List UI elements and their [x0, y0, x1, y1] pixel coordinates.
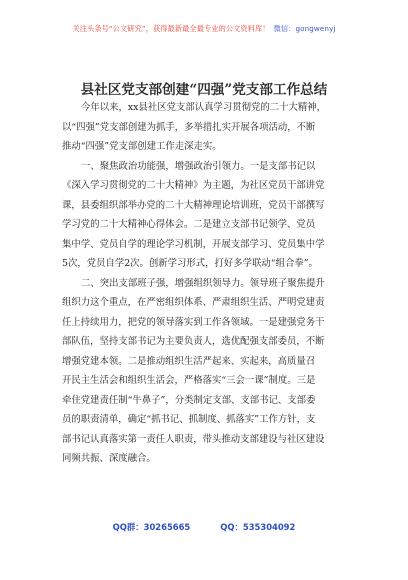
body-line: 增强党建本领。二是推动组织生活严起来、实起来，高质量召 [62, 355, 316, 367]
footer-qq-group: QQ群：30265665 [112, 522, 191, 532]
body-line: 任上持续用力，把党的领导落实到工作各领域。一是建强党务干 [62, 316, 325, 328]
body-line: 课，县委组织部举办党的二十大精神理论培训班，党员干部撰写 [62, 199, 325, 211]
header-contact-text: 微信：gongwenyj [273, 24, 336, 33]
body-line: 一、聚焦政治功能强，增强政治引领力。一是支部书记以 [81, 160, 316, 172]
body-line: 同频共振、深度融合。 [62, 453, 156, 464]
body-line: 《深入学习贯彻党的二十大精神》为主题，为社区党员干部讲党 [62, 180, 325, 191]
body-line: 推动“四强”党支部创建工作走深走实。 [62, 141, 222, 152]
header-promo-text: 关注头条号“公文研究”，获得最新最全最专业的公文资料库！ [72, 24, 270, 33]
body-line: 组织力这个重点，在严密组织体系、严肃组织生活、严明党建责 [62, 297, 325, 308]
body-line: 员的职责清单，确定“抓书记、抓制度、抓落实”工作方针，支 [62, 414, 316, 425]
body-line: 集中学、党员自学的理论学习机制，开展支部学习、党员集中学 [62, 238, 325, 250]
body-line: 牵住党建责任制“牛鼻子”，分类制定支部、支部书记、支部委 [62, 394, 316, 406]
body-line: 开民主生活会和组织生活会，严格落实“三会一课”制度。三是 [62, 375, 316, 386]
body-line: 部书记认真落实第一责任人职责，带头推动支部建设与社区建设 [62, 433, 325, 445]
footer-qq: QQ：535304092 [220, 522, 296, 532]
header-note [0, 24, 408, 34]
body-line: 二、突出支部班子强，增强组织领导力。领导班子聚焦提升 [81, 277, 325, 289]
document-body [62, 98, 348, 469]
document-title: 县社区党支部创建“四强”党支部工作总结 [80, 82, 328, 98]
footer-contacts [0, 521, 408, 533]
body-line: 5次，党员自学2次。创新学习形式，打好多学联动“组合拳”。 [62, 258, 318, 269]
body-line: 学习党的二十大精神心得体会。二是建立支部书记领学、党员 [62, 219, 316, 230]
body-line: 以“四强”党支部创建为抓手，多举措扎实开展各项活动，不断 [62, 121, 316, 133]
body-line: 部队伍，坚持支部书记为主要负责人，选优配强支部委员，不断 [62, 336, 325, 347]
body-line: 今年以来，xx县社区党支部认真学习贯彻党的二十大精神， [81, 102, 326, 113]
